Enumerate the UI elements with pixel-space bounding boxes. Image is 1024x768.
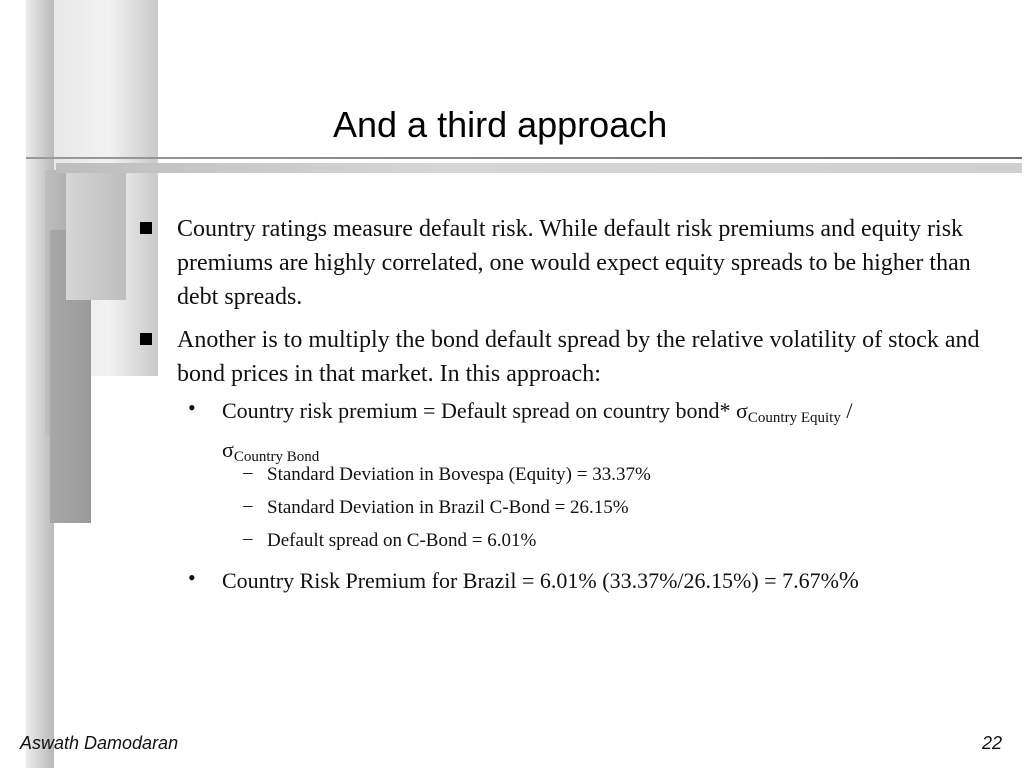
bullet-std-dev-cbond: Standard Deviation in Brazil C-Bond = 26.15% bbox=[267, 497, 629, 518]
division-slash: / bbox=[840, 398, 853, 423]
footer-author: Aswath Damodaran bbox=[20, 733, 179, 753]
bullet-multiply-spread: Another is to multiply the bond default spread by the relative volatility of stock and bond prices in that market. In this approach: bbox=[177, 327, 980, 387]
title-rule-shadow bbox=[56, 163, 1022, 173]
slide-title: And a third approach bbox=[333, 104, 668, 145]
dash-bullet-icon: – bbox=[243, 528, 253, 549]
bullet-std-dev-bovespa: Standard Deviation in Bovespa (Equity) = 33.37% bbox=[267, 464, 651, 485]
dash-bullet-icon: – bbox=[243, 495, 253, 516]
sigma-symbol: σ bbox=[736, 398, 748, 423]
subscript-country-equity: Country Equity bbox=[747, 410, 841, 426]
bullet-country-risk-premium-brazil bbox=[222, 565, 982, 597]
title-rule bbox=[26, 157, 1022, 159]
dash-bullet-icon: – bbox=[243, 462, 253, 483]
dot-bullet-icon: • bbox=[188, 565, 196, 590]
result-text: Country Risk Premium for Brazil = 6.01% (33.37%/26.15%) = 7.67% bbox=[222, 568, 839, 593]
page-number: 22 bbox=[982, 733, 1003, 753]
bullet-country-ratings: Country ratings measure default risk. While default risk premiums and equity risk premiums are highly correlated, one would expect equity spreads to be higher than debt spreads. bbox=[177, 216, 971, 310]
square-bullet-icon bbox=[140, 222, 152, 234]
decorative-bar-small bbox=[66, 170, 126, 300]
sigma-symbol: σ bbox=[222, 437, 234, 462]
result-tail: % bbox=[838, 568, 859, 594]
bullet-default-spread-cbond: Default spread on C-Bond = 6.01% bbox=[267, 530, 537, 551]
square-bullet-icon bbox=[140, 333, 152, 345]
formula-text: Country risk premium = Default spread on country bond* bbox=[222, 398, 737, 423]
dot-bullet-icon: • bbox=[188, 395, 196, 420]
subscript-country-bond: Country Bond bbox=[233, 449, 320, 465]
